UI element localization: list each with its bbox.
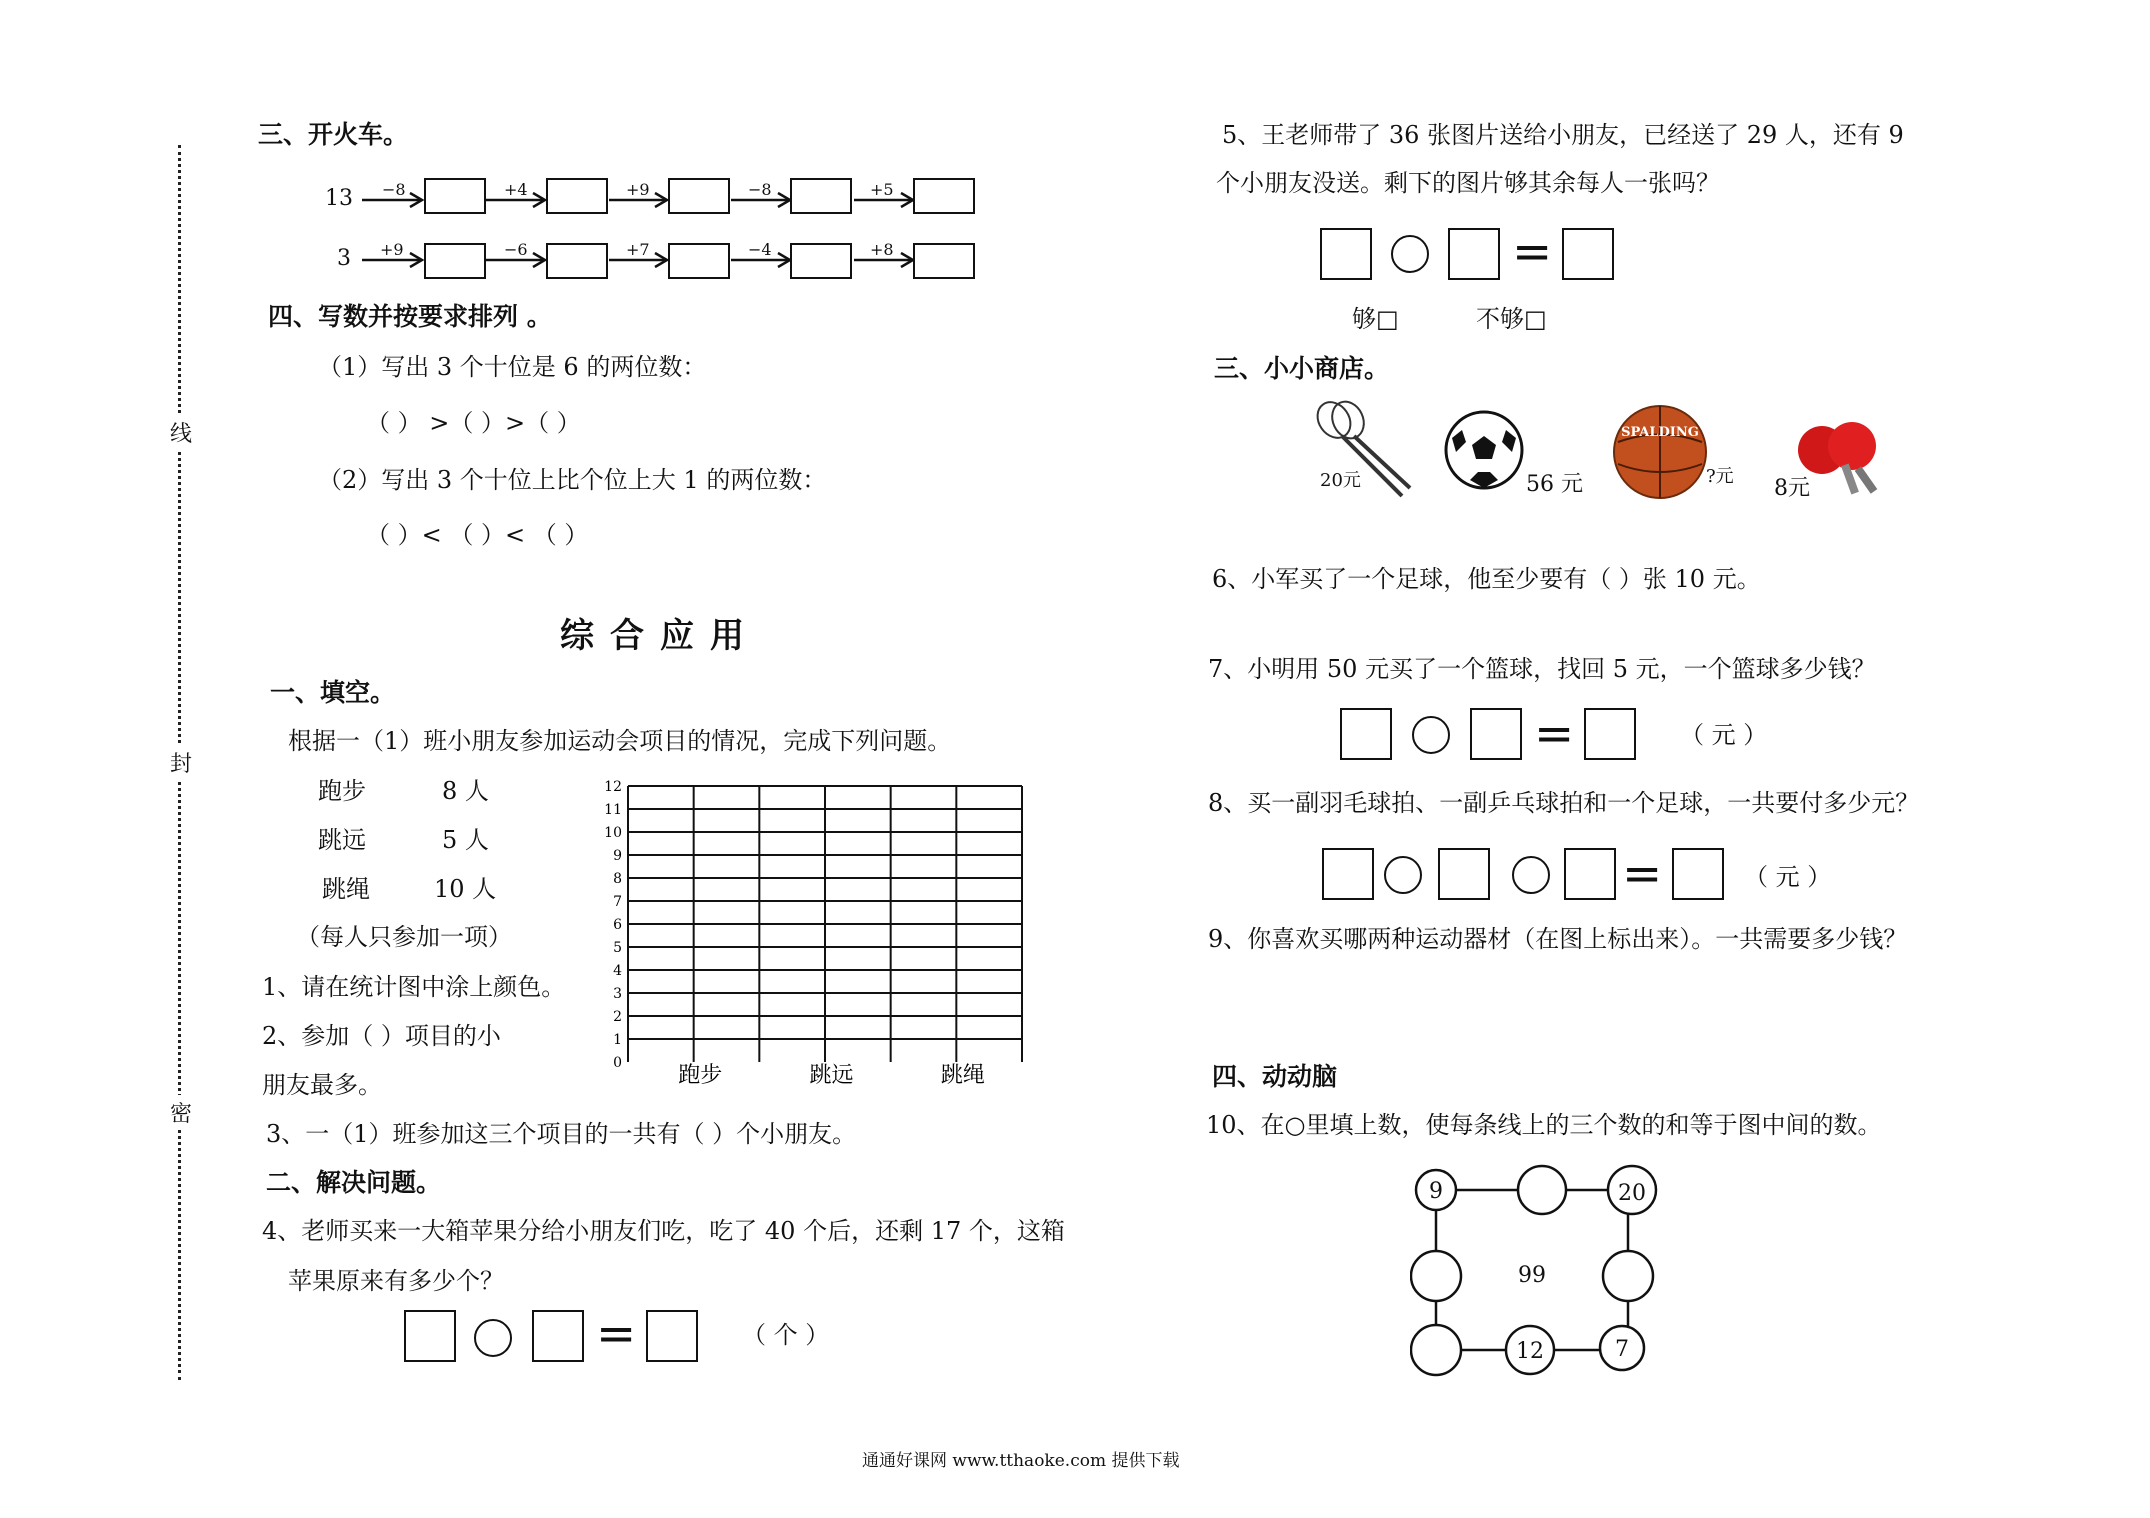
shop-title: 三、小小商店。	[1214, 354, 1390, 383]
chart-ytick-label: 9	[613, 848, 622, 864]
chart-ytick-label: 2	[613, 1009, 622, 1025]
football-icon[interactable]	[1442, 408, 1526, 492]
table-name-1: 跑步	[318, 777, 366, 805]
puzzle-top-left: 9	[1429, 1179, 1443, 1204]
train-row2-op1: +9	[380, 240, 404, 259]
section-title: 综合应用	[560, 616, 760, 656]
train-row2-op3: +7	[626, 240, 650, 259]
stat-chart[interactable]	[598, 772, 1038, 1092]
q5-box1[interactable]	[1320, 228, 1372, 280]
chart-ytick-label: 8	[613, 871, 622, 887]
train-row2-box2[interactable]	[546, 243, 608, 279]
fill-q2a: 2、参加（ ）项目的小	[262, 1022, 501, 1050]
q7-box2[interactable]	[1470, 708, 1522, 760]
puzzle-center: 99	[1518, 1263, 1546, 1288]
chart-ytick-label: 1	[613, 1032, 622, 1048]
table-count-3: 10 人	[434, 875, 497, 903]
seal-char-mi: 密	[170, 1095, 192, 1130]
chart-ytick-label: 12	[604, 779, 622, 795]
q5-enough[interactable]: 够□	[1352, 305, 1399, 333]
fill-q3: 3、一（1）班参加这三个项目的一共有（ ）个小朋友。	[266, 1120, 857, 1148]
train-row1-op2: +4	[504, 180, 528, 199]
q8-box4[interactable]	[1672, 848, 1724, 900]
train-row2-op4: −4	[748, 240, 772, 259]
chart-ytick-label: 10	[604, 825, 622, 841]
train-row1-box5[interactable]	[913, 178, 975, 214]
fill-note: （每人只参加一项）	[296, 923, 512, 951]
chart-ytick-label: 11	[604, 802, 622, 818]
fill-q1: 1、请在统计图中涂上颜色。	[262, 973, 566, 1001]
write-q1-blanks[interactable]: （ ） >（ ）>（ ）	[366, 409, 581, 437]
q5-box3[interactable]	[1562, 228, 1614, 280]
badminton-price: 20元	[1320, 470, 1361, 491]
train-row2-start: 3	[337, 246, 351, 271]
number-puzzle[interactable]	[1410, 1160, 1670, 1380]
q7-box3[interactable]	[1584, 708, 1636, 760]
train-row1-op4: −8	[748, 180, 772, 199]
chart-ytick-label: 5	[613, 940, 622, 956]
q7-unit: （ 元 ）	[1680, 721, 1768, 749]
chart-ytick-label: 6	[613, 917, 622, 933]
q8-operator-circle-2[interactable]	[1512, 856, 1550, 894]
write-title: 四、写数并按要求排列 。	[268, 302, 552, 331]
football-price: 56 元	[1526, 472, 1583, 497]
train-row2-box5[interactable]	[913, 243, 975, 279]
train-row1-op3: +9	[626, 180, 650, 199]
train-row2-box1[interactable]	[424, 243, 486, 279]
q4-line2: 苹果原来有多少个？	[288, 1267, 504, 1295]
brain-title: 四、动动脑	[1212, 1062, 1338, 1091]
table-name-2: 跳远	[318, 826, 366, 854]
pingpong-price: 8元	[1774, 476, 1810, 501]
q10: 10、在○里填上数，使每条线上的三个数的和等于图中间的数。	[1206, 1111, 1882, 1139]
puzzle-bottom-right: 7	[1615, 1337, 1629, 1362]
train-row2-op2: −6	[504, 240, 528, 259]
train-row2-box4[interactable]	[790, 243, 852, 279]
chart-ytick-label: 3	[613, 986, 622, 1002]
q4-box2[interactable]	[532, 1310, 584, 1362]
chart-category-label: 跳远	[809, 1063, 854, 1088]
chart-ytick-label: 4	[613, 963, 622, 979]
fill-title: 一、填空。	[270, 678, 396, 707]
table-count-2: 5 人	[442, 826, 489, 854]
train-row1-op1: −8	[382, 180, 406, 199]
train-row1-start: 13	[325, 186, 353, 211]
train-row2-op5: +8	[870, 240, 894, 259]
seal-char-xian: 线	[170, 415, 192, 450]
train-title: 三、开火车。	[258, 120, 409, 149]
q5-not-enough[interactable]: 不够□	[1476, 305, 1547, 333]
q8-operator-circle-1[interactable]	[1384, 856, 1422, 894]
basketball-price: ?元	[1706, 466, 1734, 487]
q4-unit: （ 个 ）	[742, 1321, 830, 1349]
q8-unit: （ 元 ）	[1744, 863, 1832, 891]
train-row1-box3[interactable]	[668, 178, 730, 214]
train-row1-box4[interactable]	[790, 178, 852, 214]
q7-equals: =	[1534, 706, 1575, 762]
q8-equals: =	[1622, 846, 1663, 902]
solve-title: 二、解决问题。	[266, 1168, 442, 1197]
train-row1-box2[interactable]	[546, 178, 608, 214]
write-q2: （2）写出 3 个十位上比个位上大 1 的两位数：	[318, 466, 827, 494]
table-count-1: 8 人	[442, 777, 489, 805]
q5-line1: 5、王老师带了 36 张图片送给小朋友，已经送了 29 人，还有 9	[1222, 121, 1904, 149]
basketball-brand: SPALDING	[1621, 425, 1699, 440]
q8-box3[interactable]	[1564, 848, 1616, 900]
train-row1-box1[interactable]	[424, 178, 486, 214]
q5-box2[interactable]	[1448, 228, 1500, 280]
q5-operator-circle[interactable]	[1391, 235, 1429, 273]
fill-q2b: 朋友最多。	[262, 1071, 382, 1099]
chart-category-label: 跳绳	[940, 1063, 985, 1088]
q9: 9、你喜欢买哪两种运动器材（在图上标出来）。一共需要多少钱？	[1208, 925, 1908, 953]
q7-operator-circle[interactable]	[1412, 716, 1450, 754]
chart-category-label: 跑步	[678, 1063, 723, 1088]
q4-operator-circle[interactable]	[474, 1319, 512, 1357]
q7-box1[interactable]	[1340, 708, 1392, 760]
q5-equals: =	[1512, 224, 1553, 280]
q5-line2: 个小朋友没送。剩下的图片够其余每人一张吗？	[1216, 169, 1720, 197]
q4-equals: =	[596, 1306, 637, 1362]
puzzle-top-right: 20	[1618, 1181, 1646, 1206]
q4-box3[interactable]	[646, 1310, 698, 1362]
write-q1: （1）写出 3 个十位是 6 的两位数：	[318, 353, 707, 381]
train-row2-box3[interactable]	[668, 243, 730, 279]
fill-intro: 根据一（1）班小朋友参加运动会项目的情况，完成下列问题。	[288, 727, 952, 755]
train-row1-op5: +5	[870, 180, 894, 199]
q8-box2[interactable]	[1438, 848, 1490, 900]
q8: 8、买一副羽毛球拍、一副乒乓球拍和一个足球，一共要付多少元？	[1208, 789, 1920, 817]
q4-line1: 4、老师买来一大箱苹果分给小朋友们吃，吃了 40 个后，还剩 17 个，这箱	[262, 1217, 1065, 1245]
chart-ytick-label: 0	[613, 1055, 622, 1071]
q6: 6、小军买了一个足球，他至少要有（ ）张 10 元。	[1212, 565, 1761, 593]
table-name-3: 跳绳	[322, 875, 370, 903]
footer: 通通好课网 www.tthaoke.com 提供下载	[862, 1451, 1180, 1471]
q7: 7、小明用 50 元买了一个篮球，找回 5 元，一个篮球多少钱？	[1208, 655, 1876, 683]
q4-box1[interactable]	[404, 1310, 456, 1362]
seal-char-feng: 封	[170, 745, 192, 780]
write-q2-blanks[interactable]: （ ）< （ ）< （ ）	[366, 521, 589, 549]
basketball-icon[interactable]	[1610, 402, 1710, 502]
puzzle-bottom-middle: 12	[1516, 1339, 1544, 1364]
chart-ytick-label: 7	[613, 894, 622, 910]
q8-box1[interactable]	[1322, 848, 1374, 900]
